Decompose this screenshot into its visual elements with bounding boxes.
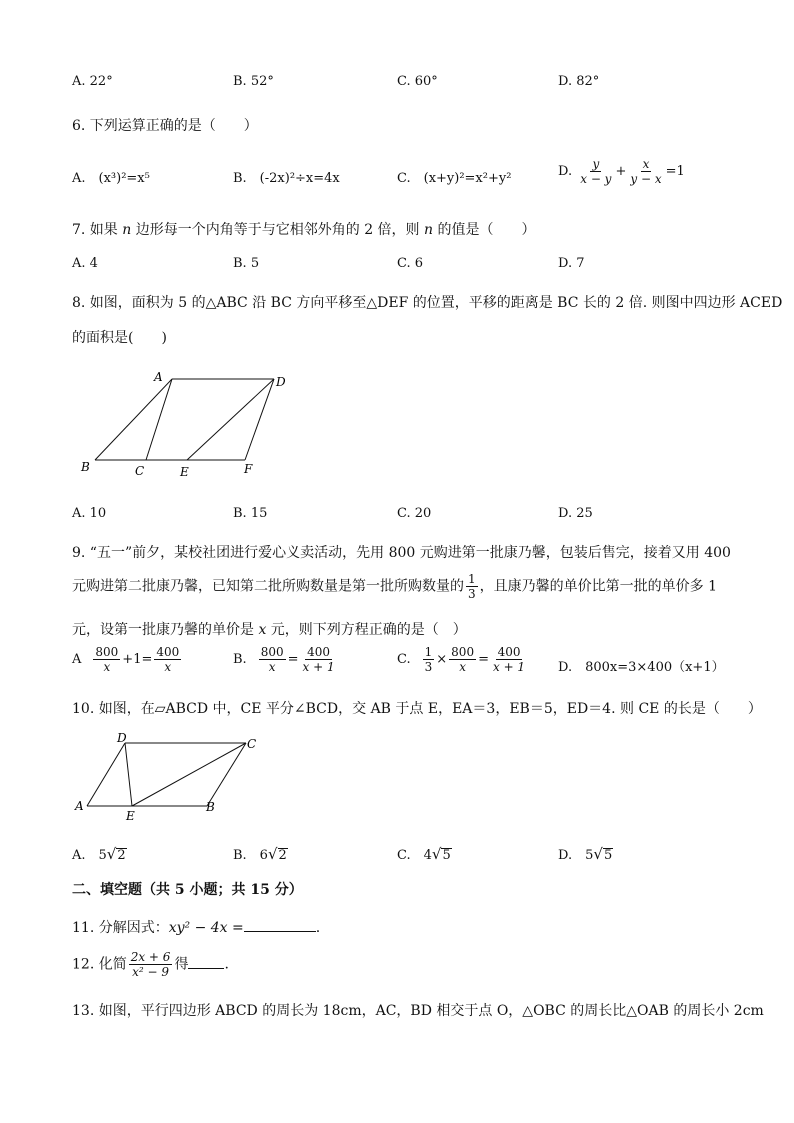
q9-option-c: C. $\frac{1}{3}$ × $\frac{800}{x}$ = $\frac{400}{x + 1}$ bbox=[397, 645, 526, 674]
q11-stem: 11. 分解因式：xy² − 4x = . bbox=[72, 920, 321, 936]
q10-option-c: C. 4√5 bbox=[397, 845, 451, 863]
q8-stem-line1: 8. 如图，面积为 5 的△ABC 沿 BC 方向平移至△DEF 的位置，平移的距离是 BC 长的 2 倍. 则图中四边形 ACED bbox=[72, 295, 783, 311]
q8-label-c: C bbox=[135, 464, 145, 478]
q13-stem-line1: 13. 如图，平行四边形 ABCD 的周长为 18cm，AC，BD 相交于点 O，△OBC 的周长比△OAB 的周长小 2cm bbox=[72, 1003, 764, 1019]
q8-option-b: B. 15 bbox=[233, 506, 268, 521]
q6-option-b: B. (-2x)²÷x=4x bbox=[233, 171, 340, 186]
q8-option-a: A. 10 bbox=[72, 506, 107, 521]
q10-stem: 10. 如图，在▱ABCD 中，CE 平分∠BCD，交 AB 于点 E，EA＝3，EB＝5，ED＝4. 则 CE 的长是（ ） bbox=[72, 701, 762, 717]
q9-option-d: D. 800x=3×400（x+1） bbox=[558, 660, 725, 675]
q8-label-e: E bbox=[180, 465, 189, 479]
q10-label-d: D bbox=[117, 731, 127, 745]
q9-stem-line1: 9. “五一”前夕，某校社团进行爱心义卖活动，先用 800 元购进第一批康乃馨，包装后售完，接着又用 400 bbox=[72, 545, 731, 561]
q10-label-a: A bbox=[75, 799, 84, 813]
q6-option-c: C. (x+y)²=x²+y² bbox=[397, 171, 512, 186]
q11-answer-blank bbox=[244, 931, 316, 932]
q8-option-c: C. 20 bbox=[397, 506, 432, 521]
q5-option-a: A. 22° bbox=[72, 74, 113, 89]
q10-label-e: E bbox=[126, 809, 135, 823]
q7-stem: 7. 如果 n 边形每一个内角等于与它相邻外角的 2 倍，则 n 的值是（ ） bbox=[72, 222, 536, 238]
q7-option-c: C. 6 bbox=[397, 256, 424, 271]
q12-answer-blank bbox=[188, 968, 224, 969]
q12-stem: 12. 化简 $\frac{2x + 6}{\text{x² − 9}}$ 得 . bbox=[72, 950, 229, 979]
q7-option-d: D. 7 bbox=[558, 256, 585, 271]
q9-stem-line2: 元购进第二批康乃馨，已知第二批所购数量是第一批所购数量的 $\frac{1}{3}$ ，且康乃馨的单价比第一批的单价多 1 bbox=[72, 572, 717, 601]
q10-figure bbox=[70, 728, 260, 823]
q9-option-b: B. $\frac{800}{x}$ = $\frac{400}{x + 1}$ bbox=[233, 645, 335, 674]
q8-label-b: B bbox=[81, 460, 90, 474]
q10-label-b: B bbox=[206, 800, 215, 814]
q9-option-a: A $\frac{800}{x}$ +1= $\frac{400}{x}$ bbox=[72, 645, 180, 674]
q6-option-d: D. $\frac{y}{x - y}$ + $\frac{x}{y - x}$ =1 bbox=[558, 157, 685, 186]
q8-option-d: D. 25 bbox=[558, 506, 593, 521]
q7-option-b: B. 5 bbox=[233, 256, 260, 271]
q5-option-b: B. 52° bbox=[233, 74, 274, 89]
q8-figure bbox=[70, 365, 300, 485]
q10-option-d: D. 5√5 bbox=[558, 845, 613, 863]
q6-stem: 6. 下列运算正确的是（ ） bbox=[72, 118, 258, 134]
q5-option-d: D. 82° bbox=[558, 74, 600, 89]
q8-stem-line2: 的面积是( ) bbox=[72, 330, 167, 346]
section-2-title: 二、填空题（共 5 小题；共 15 分） bbox=[72, 882, 303, 898]
q10-option-b: B. 6√2 bbox=[233, 845, 287, 863]
q7-option-a: A. 4 bbox=[72, 256, 98, 271]
q8-label-d: D bbox=[276, 375, 286, 389]
q8-label-f: F bbox=[244, 462, 253, 476]
q6-option-a: A. (x³)²=x⁵ bbox=[72, 171, 150, 186]
q10-option-a: A. 5√2 bbox=[72, 845, 126, 863]
q10-label-c: C bbox=[247, 737, 257, 751]
q8-label-a: A bbox=[154, 370, 163, 384]
q5-option-c: C. 60° bbox=[397, 74, 438, 89]
q9-stem-line3: 元，设第一批康乃馨的单价是 x 元，则下列方程正确的是（ ） bbox=[72, 622, 467, 638]
